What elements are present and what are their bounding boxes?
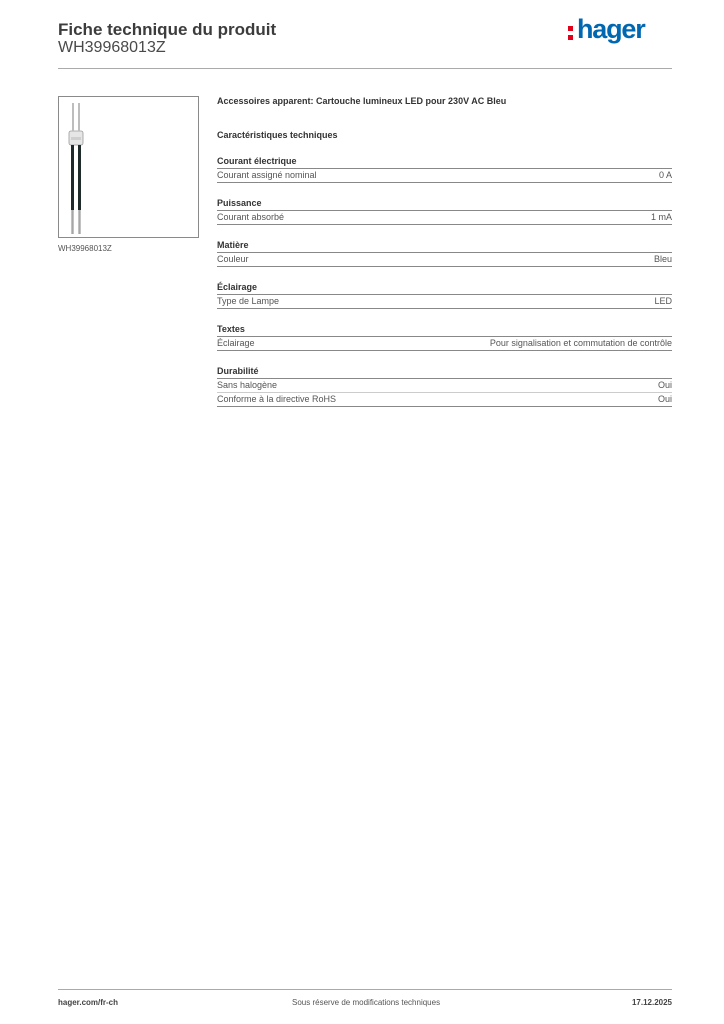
led-cartridge-icon bbox=[59, 97, 200, 239]
spec-section-textes bbox=[217, 324, 672, 351]
spec-row bbox=[217, 211, 672, 225]
spec-section-eclairage bbox=[217, 282, 672, 309]
spec-label: Couleur bbox=[217, 254, 249, 264]
footer-date: 17.12.2025 bbox=[631, 998, 672, 1007]
spec-row bbox=[217, 295, 672, 309]
spec-row bbox=[217, 337, 672, 351]
footer-notice: Sous réserve de modifications techniques bbox=[292, 998, 441, 1007]
spec-row bbox=[217, 393, 672, 407]
spec-section-puissance bbox=[217, 198, 672, 225]
spec-row bbox=[217, 169, 672, 183]
footer-website-link[interactable]: hager.com/fr-ch bbox=[58, 998, 119, 1007]
spec-value: Bleu bbox=[653, 254, 672, 264]
spec-value: Pour signalisation et commutation de contrôle bbox=[489, 338, 672, 348]
spec-section-title: Éclairage bbox=[217, 282, 672, 295]
product-image-caption: WH39968013Z bbox=[58, 244, 112, 253]
spec-row bbox=[217, 253, 672, 267]
product-description: Accessoires apparent: Cartouche lumineux LED pour 230V AC Bleu bbox=[217, 96, 507, 106]
product-image bbox=[58, 96, 199, 238]
specs-heading: Caractéristiques techniques bbox=[217, 130, 338, 140]
brand-logo bbox=[568, 14, 658, 48]
spec-row bbox=[217, 379, 672, 393]
spec-value: Oui bbox=[657, 380, 672, 390]
spec-section-title: Matière bbox=[217, 240, 672, 253]
spec-section-courant bbox=[217, 156, 672, 183]
header-divider bbox=[58, 68, 672, 69]
spec-section-durabilite bbox=[217, 366, 672, 407]
page-title: Fiche technique du produit bbox=[58, 20, 277, 39]
spec-value: 1 mA bbox=[650, 212, 672, 222]
spec-section-title: Puissance bbox=[217, 198, 672, 211]
spec-value: LED bbox=[654, 296, 672, 306]
spec-section-title: Courant électrique bbox=[217, 156, 672, 169]
spec-label: Courant assigné nominal bbox=[217, 170, 317, 180]
product-content bbox=[217, 96, 672, 407]
spec-value: 0 A bbox=[658, 170, 672, 180]
footer-divider bbox=[58, 989, 672, 990]
spec-value: Oui bbox=[657, 394, 672, 404]
logo-dot-icon bbox=[568, 26, 573, 31]
spec-label: Éclairage bbox=[217, 338, 255, 348]
spec-label: Conforme à la directive RoHS bbox=[217, 394, 337, 404]
spec-section-title: Durabilité bbox=[217, 366, 672, 379]
spec-section-matiere bbox=[217, 240, 672, 267]
spec-section-title: Textes bbox=[217, 324, 672, 337]
logo-text: hager bbox=[577, 14, 645, 44]
product-reference: WH39968013Z bbox=[58, 39, 166, 56]
logo-dot-icon bbox=[568, 35, 573, 40]
spec-label: Type de Lampe bbox=[217, 296, 280, 306]
spec-label: Courant absorbé bbox=[217, 212, 285, 222]
spec-label: Sans halogène bbox=[217, 380, 278, 390]
